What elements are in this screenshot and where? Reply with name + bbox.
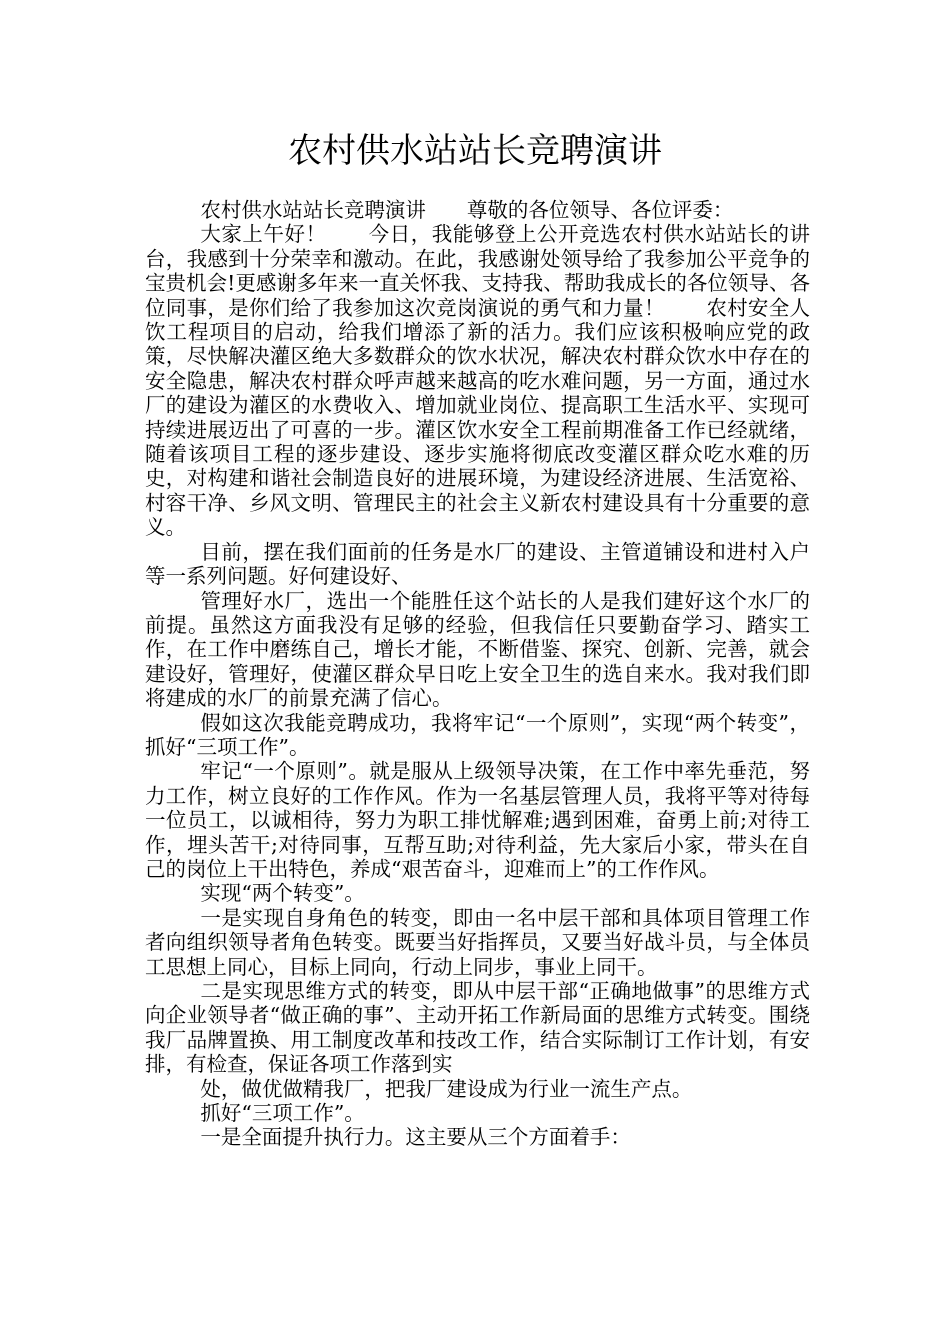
document-title: 农村供水站站长竞聘演讲 xyxy=(288,131,662,171)
paragraph: 一是全面提升执行力。这主要从三个方面着手： xyxy=(200,1125,631,1150)
paragraph: 农村供水站站长竞聘演讲 尊敬的各位领导、各位评委： xyxy=(200,198,734,222)
document-body xyxy=(145,198,810,1150)
paragraph: 假如这次我能竞聘成功，我将牢记“一个原则”，实现“两个转变”，抓好“三项工作”。 xyxy=(145,710,810,759)
paragraph: 管理好水厂，选出一个能胜任这个站长的人是我们建好这个水厂的前提。虽然这方面我没有足够的经验，但我信任只要勤奋学习、踏实工作，在工作中磨练自己，增长才能，不断借鉴、探究、创新、完善，就会建设好，管理好，使灌区群众早日吃上安全卫生的选自来水。我对我们即将建成的水厂的前景充满了信心。 xyxy=(145,588,810,711)
paragraph: 二是实现思维方式的转变，即从中层干部“正确地做事”的思维方式向企业领导者“做正确的事”、主动开拓工作新局面的思维方式转变。围绕我厂品牌置换、用工制度改革和技改工作，结合实际制订工作计划，有安排，有检查，保证各项工作落到实 xyxy=(145,979,810,1077)
paragraph: 大家上午好！ 今日，我能够登上公开竞选农村供水站站长的讲台，我感到十分荣幸和激动。在此，我感谢处领导给了我参加公平竞争的宝贵机会!更感谢多年来一直关怀我、支持我、帮助我成长的各位领导、各位同事，是你们给了我参加这次竞岗演说的勇气和力量！ 农村安全人饮工程项目的启动，给我们增添了新的活力。我们应该积极响应党的政策，尽快解决灌区绝大多数群众的饮水状况，解决农村群众饮水中存在的安全隐患，解决农村群众呼声越来越高的吃水难问题，另一方面，通过水厂的建设为灌区的水费收入、增加就业岗位、提高职工生活水平、实现可持续进展迈出了可喜的一步。灌区饮水安全工程前期准备工作已经就绪，随着该项目工程的逐步建设、逐步实施将彻底改变灌区群众吃水难的历史，对构建和谐社会制造良好的进展环境，为建设经济进展、生活宽裕、村容干净、乡风文明、管理民主的社会主义新农村建设具有十分重要的意义。 xyxy=(145,222,810,540)
paragraph: 一是实现自身角色的转变，即由一名中层干部和具体项目管理工作者向组织领导者角色转变。既要当好指挥员，又要当好战斗员，与全体员工思想上同心，目标上同向，行动上同步，事业上同干。 xyxy=(145,905,810,979)
paragraph: 抓好“三项工作”。 xyxy=(200,1101,365,1126)
paragraph: 目前，摆在我们面前的任务是水厂的建设、主管道铺设和进村入户等一系列问题。好何建设好、 xyxy=(145,539,810,589)
paragraph: 牢记“一个原则”。就是服从上级领导决策，在工作中率先垂范，努力工作，树立良好的工作作风。作为一名基层管理人员，我将平等对待每一位员工，以诚相待，努力为职工排忧解难;遇到困难，奋勇上前;对待工作，埋头苦干;对待同事，互帮互助;对待利益，先大家后小家，带头在自己的岗位上干出特色，养成“艰苦奋斗，迎难而上”的工作作风。 xyxy=(145,759,810,881)
paragraph: 处，做优做精我厂，把我厂建设成为行业一流生产点。 xyxy=(200,1076,693,1101)
paragraph: 实现“两个转变”。 xyxy=(200,881,365,906)
